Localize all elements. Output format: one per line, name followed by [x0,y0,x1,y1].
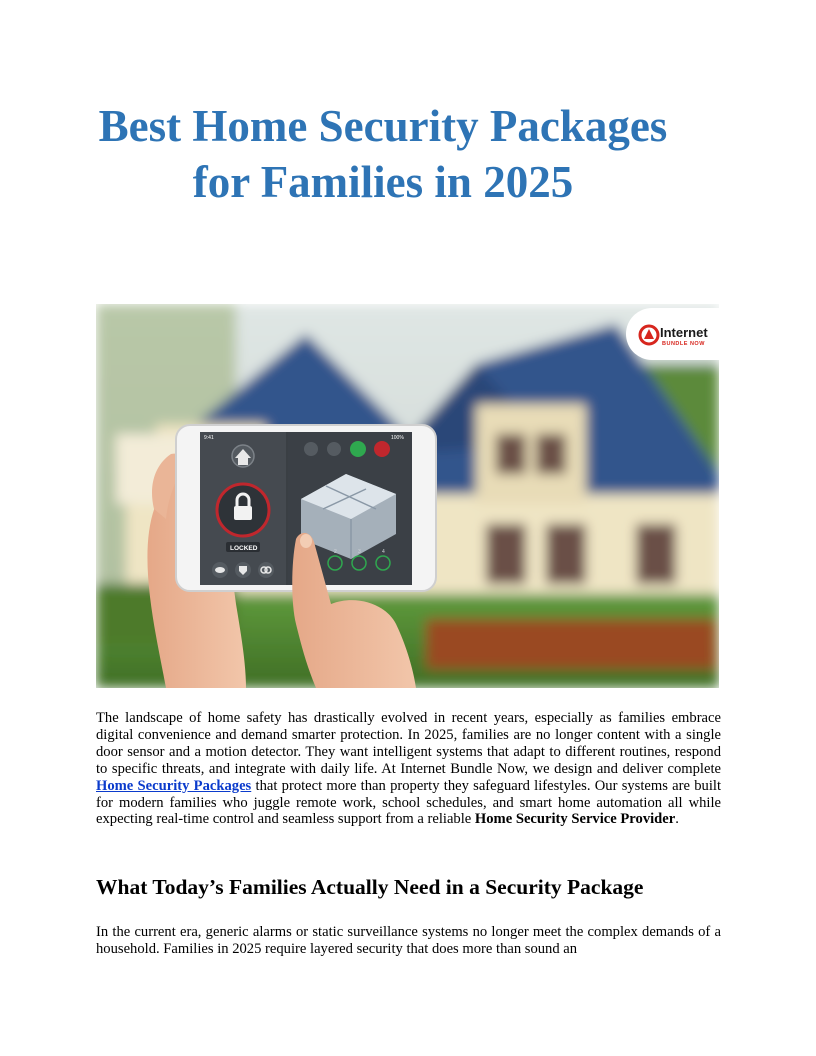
locked-icon [374,441,390,457]
zone-2-icon [328,556,342,570]
unlocked-icon [350,441,366,457]
logo-line2: BUNDLE NOW [662,341,705,347]
intro-paragraph [96,710,721,828]
logo-line1: Internet [660,325,708,340]
zone-number-3: 3 [358,549,361,555]
zone-number-4: 4 [382,549,385,555]
hero-image [96,304,719,688]
intro-text-3: . [675,811,679,828]
intro-text-1: The landscape of home safety has drastically evolved in recent years, especially as families embrace digital convenience and demand smarter protection. In 2025, families are no longer content with a single door sensor and a motion detector. They want intelligent systems that adapt to different routines, respond to specific threats, and integrate with daily life. At Internet Bundle Now, we design and deliver complete [96,710,721,777]
section-paragraph: In the current era, generic alarms or static surveillance systems no longer meet the complex demands of a household. Families in 2025 require layered security that does more than sound an [96,924,721,957]
home-small-icon [304,442,318,456]
info-icon [327,442,341,456]
tablet-status-left: 9:41 [204,435,214,441]
zone-4-icon [376,556,390,570]
lock-label: LOCKED [230,545,258,552]
internet-bundle-now-logo [626,308,719,360]
zone-number-2: 2 [334,549,337,555]
tablet-status-right: 100% [391,435,404,441]
page-title: Best Home Security Packages for Families in 2025 [98,101,668,207]
home-security-packages-link[interactable]: Home Security Packages [96,777,252,794]
service-provider-bold: Home Security Service Provider [474,811,676,828]
intro-text-2: that protect more than property they safeguard lifestyles. Our systems are built for modern families who juggle remote work, school schedules, and smart home automation all while expecting real-time control and seamless support from a reliable [96,777,722,828]
section-heading: What Today’s Families Actually Need in a Security Package [96,875,644,899]
zone-3-icon [352,556,366,570]
